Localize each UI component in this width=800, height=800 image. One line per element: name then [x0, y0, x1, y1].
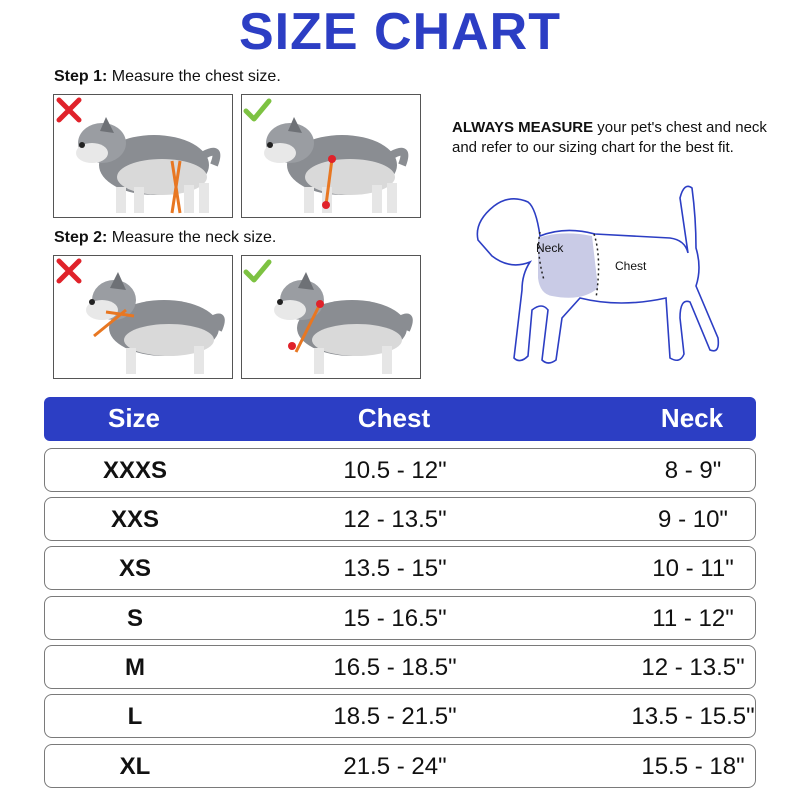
measure-note-bold: ALWAYS MEASURE — [452, 119, 594, 136]
size-cell: M — [125, 654, 145, 681]
photo-chest-correct — [241, 94, 421, 218]
step-1-label: Step 1: — [54, 68, 108, 85]
table-row — [44, 596, 756, 640]
chest-cell: 18.5 - 21.5" — [333, 703, 457, 730]
photo-neck-correct — [241, 255, 421, 379]
neck-cell: 10 - 11" — [652, 555, 734, 582]
table-row — [44, 546, 756, 590]
measure-note — [452, 118, 782, 158]
step-2-instruction — [54, 229, 276, 247]
size-cell: L — [127, 703, 143, 730]
neck-cell: 13.5 - 15.5" — [631, 703, 755, 730]
neck-cell: 15.5 - 18" — [641, 753, 745, 780]
table-row — [44, 744, 756, 788]
neck-cell: 11 - 12" — [652, 605, 734, 632]
chest-cell: 15 - 16.5" — [343, 605, 447, 632]
chest-cell: 21.5 - 24" — [343, 753, 447, 780]
header-chest: Chest — [357, 403, 431, 433]
chest-cell: 13.5 - 15" — [343, 555, 447, 582]
chest-cell: 16.5 - 18.5" — [333, 654, 457, 681]
table-row — [44, 645, 756, 689]
step-1-text: Measure the chest size. — [107, 68, 281, 85]
photo-neck-wrong — [53, 255, 233, 379]
x-mark-icon — [54, 95, 84, 125]
chest-cell: 10.5 - 12" — [343, 457, 447, 484]
size-cell: XXXS — [102, 457, 168, 484]
step-2-label: Step 2: — [54, 229, 108, 246]
photo-chest-wrong — [53, 94, 233, 218]
chest-label: Chest — [615, 259, 647, 273]
table-row — [44, 694, 756, 738]
check-mark-icon — [242, 256, 272, 286]
header-neck: Neck — [660, 403, 724, 433]
x-mark-icon — [54, 256, 84, 286]
step-1-instruction — [54, 68, 281, 86]
chest-cell: 12 - 13.5" — [343, 506, 447, 533]
size-cell: XS — [118, 555, 151, 582]
size-table-header — [44, 397, 756, 441]
header-size: Size — [107, 403, 161, 433]
table-row — [44, 497, 756, 541]
page-title: SIZE CHART — [239, 3, 561, 61]
neck-cell: 12 - 13.5" — [641, 654, 745, 681]
size-cell: S — [126, 605, 143, 632]
size-cell: XXS — [110, 506, 160, 533]
check-mark-icon — [242, 95, 272, 125]
table-row — [44, 448, 756, 492]
dog-measurement-diagram — [470, 178, 730, 373]
neck-cell: 9 - 10" — [658, 506, 728, 533]
neck-label: Neck — [536, 241, 564, 255]
step-2-text: Measure the neck size. — [107, 229, 277, 246]
size-cell: XL — [119, 753, 151, 780]
neck-cell: 8 - 9" — [664, 457, 722, 484]
measure-note-text: your pet's chest and neck and refer to our sizing chart for the best fit. — [452, 119, 767, 156]
